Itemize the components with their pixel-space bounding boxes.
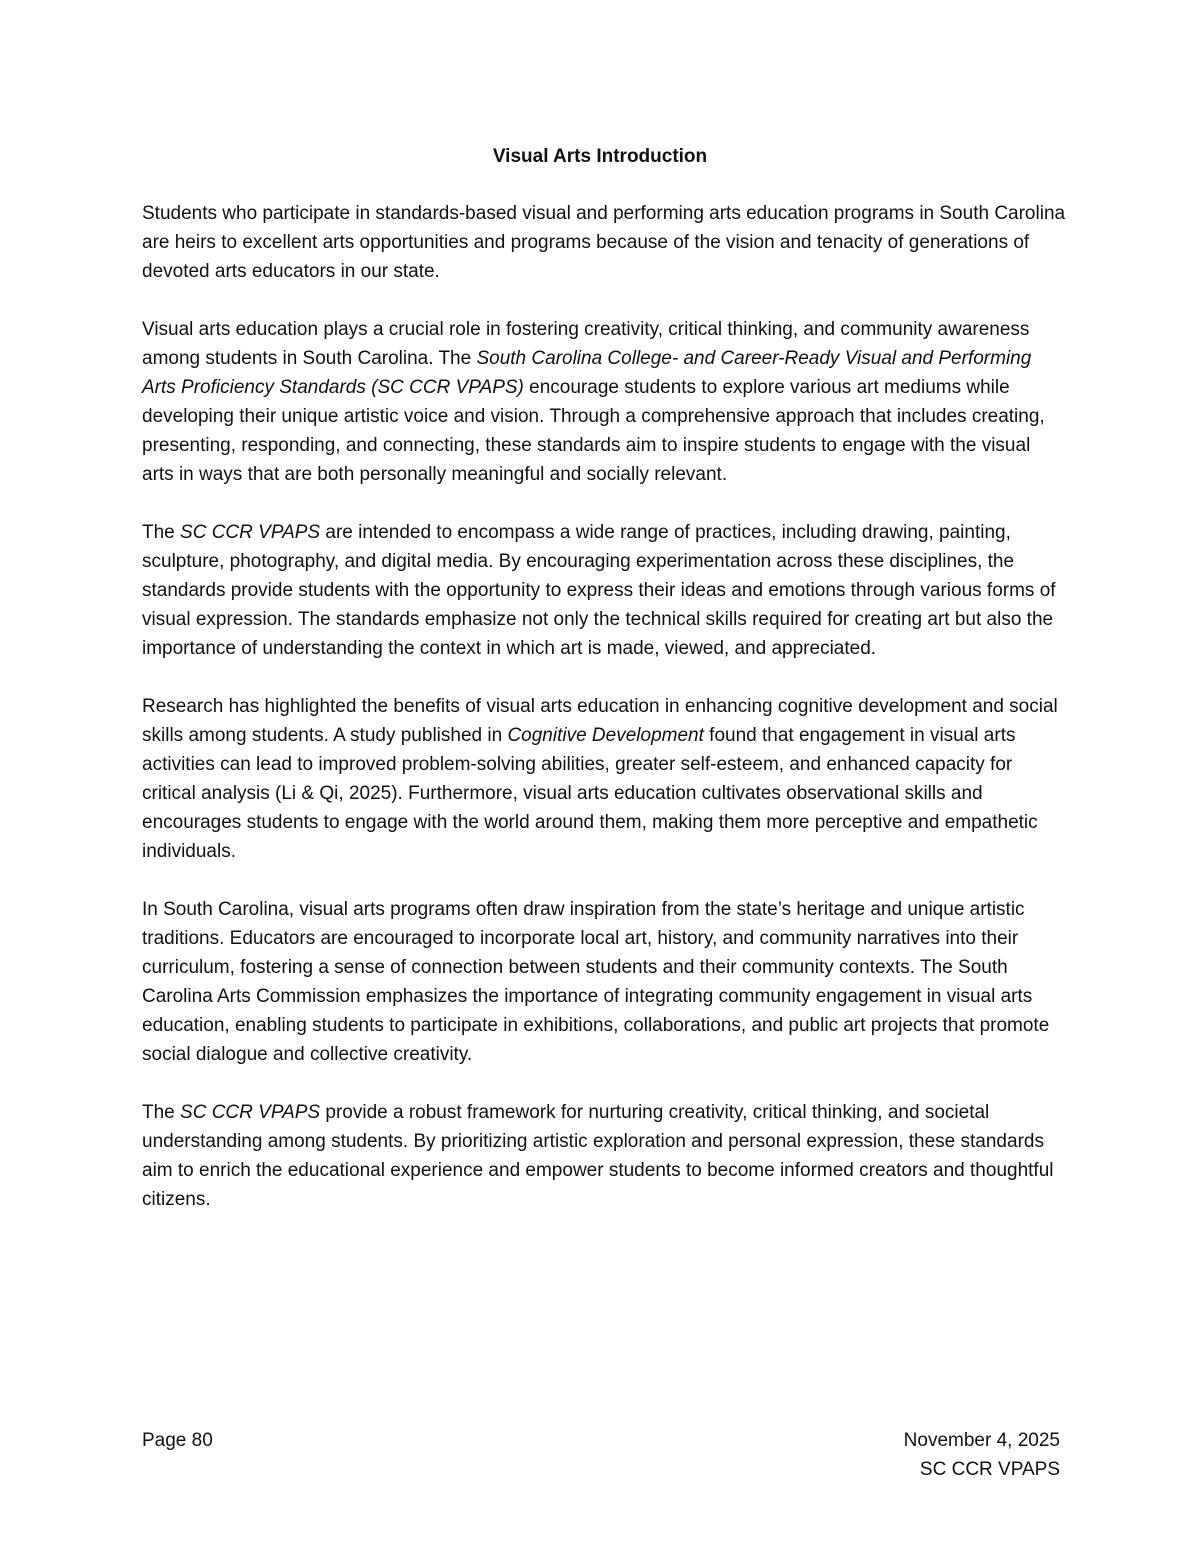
footer-right — [904, 1426, 1060, 1484]
text-segment: Students who participate in standards-based visual and performing arts education programs in South Carolina are heirs to excellent arts opportunities and programs because of the vision and tenacity of generations of devoted arts educators in our state. — [142, 203, 1066, 282]
page-title: Visual Arts Introduction — [492, 146, 708, 167]
text-segment: Visual arts education plays a crucial role in fostering creativity, critical thinking, and community awareness among students in South Carolina. The — [142, 319, 1030, 369]
italic-text: SC CCR VPAPS — [180, 522, 321, 543]
body-paragraph — [142, 315, 1067, 489]
text-segment: The — [142, 1102, 181, 1123]
footer-page-number: Page 80 — [142, 1430, 213, 1451]
body-paragraph — [142, 199, 1067, 286]
italic-text: Cognitive Development — [507, 725, 704, 746]
body-paragraph — [142, 692, 1067, 866]
document-body — [142, 199, 1067, 1243]
body-paragraph — [142, 1098, 1067, 1214]
text-segment: Research has highlighted the benefits of visual arts education in enhancing cognitive development and social skills among students. A study published in — [142, 696, 1058, 746]
text-segment: encourage students to explore various art mediums while developing their unique artistic voice and vision. Through a comprehensive approach that includes creating, presenting, responding, and connecting, these standards aim to inspire students to engage with the visual arts in ways that are both personally meaningful and socially relevant. — [142, 377, 1045, 485]
body-paragraph — [142, 518, 1067, 663]
footer-doc-code: SC CCR VPAPS — [919, 1459, 1060, 1480]
italic-text: South Carolina College- and Career-Ready Visual and Performing Arts Proficiency Standards (SC CCR VPAPS) — [142, 348, 1032, 398]
text-segment: are intended to encompass a wide range of practices, including drawing, painting, sculpture, photography, and digital media. By encouraging experimentation across these disciplines, the standards provide students with the opportunity to express their ideas and emotions through various forms of visual expression. The standards emphasize not only the technical skills required for creating art but also the importance of understanding the context in which art is made, viewed, and appreciated. — [142, 522, 1056, 659]
text-segment: found that engagement in visual arts activities can lead to improved problem-solving abilities, greater self-esteem, and enhanced capacity for critical analysis (Li & Qi, 2025). Furthermore, visual arts education cultivates observational skills and encourages students to engage with the world around them, making them more perceptive and empathetic individuals. — [142, 725, 1038, 862]
body-paragraph — [142, 895, 1067, 1069]
text-segment: provide a robust framework for nurturing creativity, critical thinking, and societal understanding among students. By prioritizing artistic exploration and personal expression, these standards aim to enrich the educational experience and empower students to become informed creators and thoughtful citizens. — [142, 1102, 1054, 1210]
footer-date: November 4, 2025 — [903, 1430, 1060, 1451]
text-segment: The — [142, 522, 181, 543]
italic-text: SC CCR VPAPS — [180, 1102, 321, 1123]
text-segment: In South Carolina, visual arts programs often draw inspiration from the state’s heritage and unique artistic traditions. Educators are encouraged to incorporate local art, history, and community narratives into their curriculum, fostering a sense of connection between students and their community contexts. The South Carolina Arts Commission emphasizes the importance of integrating community engagement in visual arts education, enabling students to participate in exhibitions, collaborations, and public art projects that promote social dialogue and collective creativity. — [142, 899, 1050, 1065]
